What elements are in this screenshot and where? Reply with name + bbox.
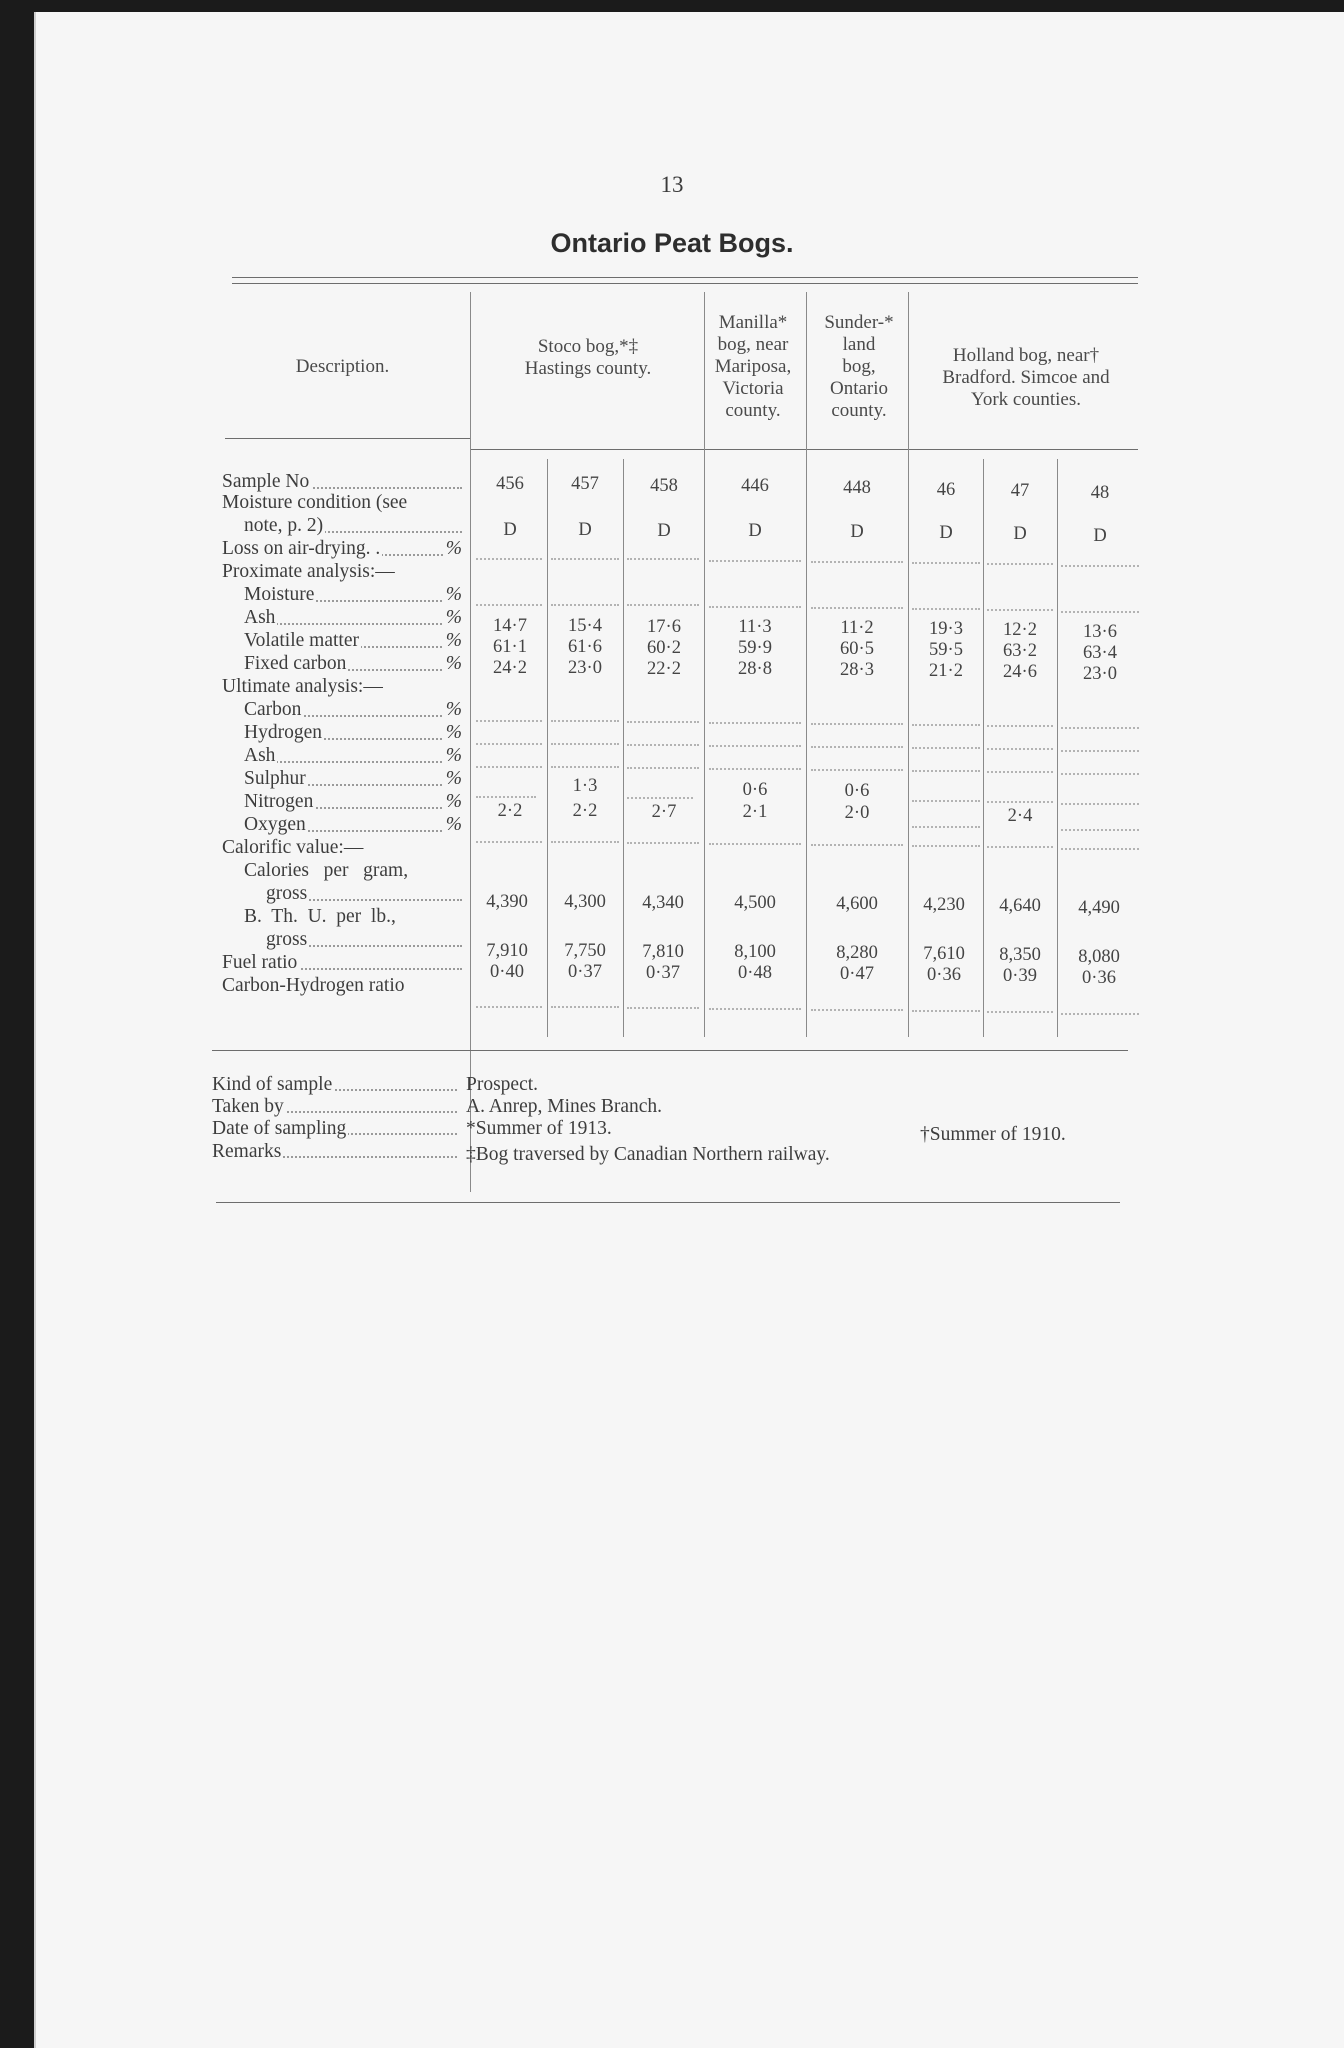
empty-cell: [912, 1010, 980, 1012]
cell-btu-47: 8,350: [999, 945, 1041, 965]
cell-sample-457: 457: [571, 474, 599, 494]
cell-cal-457: 4,300: [564, 892, 606, 912]
label-ultimate: Ultimate analysis:—: [222, 676, 383, 697]
empty-cell: [1061, 611, 1139, 613]
cell-moist-46: D: [939, 523, 953, 543]
label-sulphur: Sulphur %: [244, 768, 462, 789]
empty-cell: [1061, 1013, 1139, 1015]
cell-ash-48: 13·6: [1083, 622, 1117, 642]
cell-fc-456: 24·2: [493, 658, 527, 678]
empty-cell: [476, 841, 542, 843]
empty-cell: [912, 770, 980, 772]
cell-moist-47: D: [1013, 524, 1027, 544]
cell-cal-446: 4,500: [734, 893, 776, 913]
empty-cell: [1061, 803, 1139, 805]
cell-fr-47: 0·39: [1003, 966, 1037, 986]
cell-btu-458: 7,810: [642, 942, 684, 962]
empty-cell: [987, 771, 1053, 773]
cell-fr-458: 0·37: [646, 963, 680, 983]
cell-fc-457: 23·0: [568, 658, 602, 678]
cell-vol-458: 60·2: [647, 638, 681, 658]
empty-cell: [709, 722, 801, 724]
cell-ash-456: 14·7: [493, 616, 527, 636]
top-rule: [232, 277, 1138, 278]
footer-bottom-rule: [216, 1202, 1120, 1203]
cell-cal-458: 4,340: [642, 893, 684, 913]
footer-date-value: *Summer of 1913.: [466, 1118, 612, 1139]
cell-btu-456: 7,910: [486, 941, 528, 961]
cell-cal-456: 4,390: [486, 892, 528, 912]
cell-fc-46: 21·2: [929, 661, 963, 681]
cell-sample-46: 46: [936, 480, 956, 500]
empty-cell: [987, 1011, 1053, 1013]
label-carbon: Carbon %: [244, 699, 462, 720]
cell-sample-458: 458: [650, 476, 678, 496]
label-proximate: Proximate analysis:—: [222, 561, 395, 582]
empty-cell: [551, 743, 619, 745]
cell-ash-448: 11·2: [840, 618, 874, 638]
top-rule-2: [232, 283, 1138, 284]
empty-cell: [1061, 829, 1139, 831]
empty-cell: [627, 558, 699, 560]
cell-fc-448: 28·3: [840, 660, 874, 680]
cell-vol-446: 59·9: [738, 638, 772, 658]
page-number: 13: [660, 172, 684, 197]
cell-fc-48: 23·0: [1083, 664, 1117, 684]
empty-cell: [811, 561, 903, 563]
cell-sample-48: 48: [1090, 483, 1110, 503]
page-title: Ontario Peat Bogs.: [550, 228, 794, 258]
footer-date-label: Date of sampling: [212, 1118, 457, 1140]
cell-ash-446: 11·3: [738, 617, 772, 637]
label-moisture-condition: Moisture condition (see: [222, 492, 408, 513]
empty-cell: [987, 725, 1053, 727]
vr-desc: [470, 292, 471, 1192]
cell-n-458: 2·7: [651, 802, 677, 822]
footer-taken-value: A. Anrep, Mines Branch.: [466, 1096, 663, 1117]
empty-cell: [627, 1007, 699, 1009]
label-btu: B. Th. U. per lb.,: [244, 906, 396, 927]
empty-cell: [987, 563, 1053, 565]
label-calories: Calories per gram,: [244, 860, 409, 881]
header-description: Description.: [295, 356, 390, 377]
footer-taken-label: Taken by: [212, 1096, 457, 1118]
label-sample-no: Sample No: [222, 472, 462, 493]
empty-cell: [912, 562, 980, 564]
empty-cell: [811, 723, 903, 725]
cell-moist-48: D: [1093, 526, 1107, 546]
cell-btu-46: 7,610: [923, 944, 965, 964]
cell-btu-48: 8,080: [1078, 947, 1120, 967]
empty-cell: [709, 560, 801, 562]
empty-cell: [476, 558, 542, 560]
empty-cell: [987, 801, 1053, 803]
footer-date-value-2: †Summer of 1910.: [920, 1124, 1066, 1145]
cell-btu-448: 8,280: [836, 943, 878, 963]
empty-cell: [551, 604, 619, 606]
label-nitrogen: Nitrogen %: [244, 791, 462, 812]
empty-cell: [476, 604, 542, 606]
header-stoco: Stoco bog,*‡ Hastings county.: [524, 336, 652, 379]
cell-ash-457: 15·4: [568, 616, 602, 636]
label-calorific: Calorific value:—: [222, 837, 364, 858]
empty-cell: [1061, 773, 1139, 775]
cell-fr-456: 0·40: [490, 962, 524, 982]
empty-cell: [709, 745, 801, 747]
cell-btu-446: 8,100: [734, 942, 776, 962]
cell-fc-47: 24·6: [1003, 662, 1037, 682]
empty-cell: [551, 558, 619, 560]
empty-cell: [627, 767, 699, 769]
cell-fr-457: 0·37: [568, 962, 602, 982]
label-btu-gross: gross: [222, 930, 462, 951]
cell-sample-47: 47: [1010, 481, 1030, 501]
cell-fr-446: 0·48: [738, 963, 772, 983]
cell-n-448: 2·0: [844, 803, 870, 823]
cell-vol-448: 60·5: [840, 639, 874, 659]
cell-fc-458: 22·2: [647, 659, 681, 679]
footer-remarks-value: ‡Bog traversed by Canadian Northern railway.: [466, 1144, 830, 1165]
cell-vol-456: 61·1: [493, 637, 527, 657]
empty-cell: [476, 743, 542, 745]
cell-sul-448: 0·6: [844, 781, 870, 801]
label-oxygen: Oxygen %: [244, 814, 462, 835]
cell-vol-48: 63·4: [1083, 643, 1117, 663]
header-manilla: Manilla* bog, near Mariposa, Victoria county.: [714, 312, 792, 421]
empty-cell: [811, 844, 903, 846]
label-calories-gross: gross: [222, 884, 462, 905]
empty-cell: [709, 1008, 801, 1010]
label-moisture: Moisture %: [244, 584, 462, 605]
cell-sul-446: 0·6: [742, 780, 768, 800]
empty-cell: [987, 748, 1053, 750]
cell-n-456: 2·2: [497, 801, 523, 821]
empty-cell: [987, 609, 1053, 611]
empty-cell: [476, 796, 536, 798]
empty-cell: [476, 766, 542, 768]
empty-cell: [627, 604, 699, 606]
header-underline-data: [470, 449, 1138, 450]
label-moisture-condition-note: note, p. 2): [222, 516, 462, 537]
empty-cell: [476, 1006, 542, 1008]
cell-sul-457: 1·3: [572, 776, 598, 796]
empty-cell: [912, 845, 980, 847]
label-fuel-ratio: Fuel ratio: [222, 953, 462, 974]
empty-cell: [912, 747, 980, 749]
empty-cell: [551, 841, 619, 843]
cell-ash-458: 17·6: [647, 617, 681, 637]
header-underline-description: [225, 438, 470, 439]
document-page: [34, 12, 1344, 2048]
label-volatile: Volatile matter %: [244, 630, 462, 651]
cell-cal-46: 4,230: [923, 895, 965, 915]
label-ash: Ash %: [244, 607, 462, 628]
cell-n-446: 2·1: [742, 802, 768, 822]
empty-cell: [811, 746, 903, 748]
cell-sample-446: 446: [741, 476, 769, 496]
empty-cell: [811, 1009, 903, 1011]
cell-sample-456: 456: [496, 474, 524, 494]
empty-cell: [551, 1006, 619, 1008]
cell-moist-458: D: [657, 521, 671, 541]
empty-cell: [811, 769, 903, 771]
cell-cal-47: 4,640: [999, 896, 1041, 916]
cell-moist-457: D: [578, 520, 592, 540]
cell-cal-48: 4,490: [1078, 898, 1120, 918]
header-holland: Holland bog, near† Bradford. Simcoe and York counties.: [942, 345, 1110, 410]
empty-cell: [1061, 565, 1139, 567]
empty-cell: [1061, 727, 1139, 729]
cell-moist-446: D: [748, 521, 762, 541]
cell-fc-446: 28·8: [738, 659, 772, 679]
label-hydrogen: Hydrogen %: [244, 722, 462, 743]
label-fixed-carbon: Fixed carbon %: [244, 653, 462, 674]
empty-cell: [709, 606, 801, 608]
empty-cell: [811, 607, 903, 609]
empty-cell: [627, 797, 693, 799]
empty-cell: [551, 720, 619, 722]
cell-cal-448: 4,600: [836, 894, 878, 914]
label-loss-air-drying: Loss on air-drying. . %: [222, 538, 462, 559]
empty-cell: [912, 724, 980, 726]
cell-moist-456: D: [503, 520, 517, 540]
empty-cell: [912, 826, 980, 828]
header-sunderland: Sunder-* land bog, Ontario county.: [824, 312, 894, 421]
empty-cell: [627, 721, 699, 723]
footer-kind-label: Kind of sample: [212, 1074, 457, 1096]
empty-cell: [476, 720, 542, 722]
table-bottom-rule: [212, 1050, 1128, 1051]
cell-btu-457: 7,750: [564, 941, 606, 961]
footer-kind-value: Prospect.: [466, 1074, 539, 1095]
empty-cell: [551, 766, 619, 768]
empty-cell: [987, 846, 1053, 848]
cell-moist-448: D: [850, 522, 864, 542]
cell-sample-448: 448: [843, 478, 871, 498]
cell-ash-47: 12·2: [1003, 620, 1037, 640]
footer-remarks-label: Remarks: [212, 1141, 457, 1163]
cell-vol-47: 63·2: [1003, 641, 1037, 661]
empty-cell: [1061, 848, 1139, 850]
empty-cell: [1061, 750, 1139, 752]
cell-ash-46: 19·3: [929, 619, 963, 639]
label-carbon-hydrogen: Carbon-Hydrogen ratio: [222, 975, 405, 996]
cell-fr-48: 0·36: [1082, 968, 1116, 988]
label-ult-ash: Ash %: [244, 745, 462, 766]
empty-cell: [912, 608, 980, 610]
empty-cell: [709, 768, 801, 770]
empty-cell: [912, 800, 980, 802]
cell-fr-46: 0·36: [927, 965, 961, 985]
cell-vol-46: 59·5: [929, 640, 963, 660]
empty-cell: [709, 843, 801, 845]
empty-cell: [627, 744, 699, 746]
cell-n-457: 2·2: [572, 801, 598, 821]
cell-n-47: 2·4: [1007, 806, 1033, 826]
empty-cell: [627, 842, 699, 844]
cell-vol-457: 61·6: [568, 637, 602, 657]
cell-fr-448: 0·47: [840, 964, 874, 984]
